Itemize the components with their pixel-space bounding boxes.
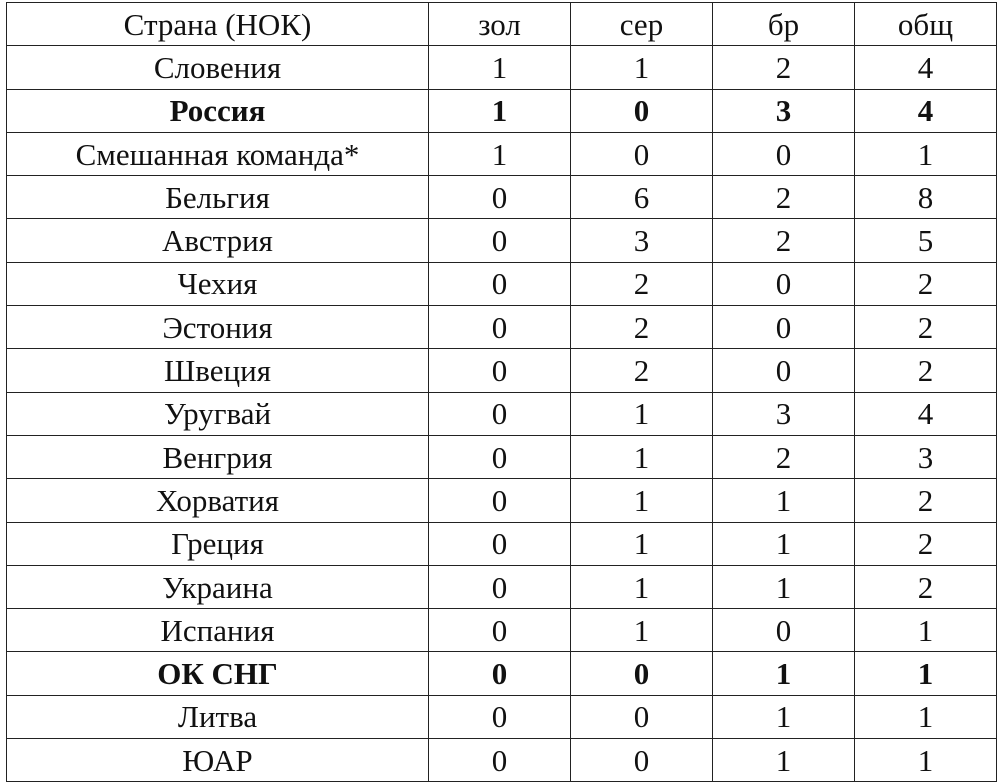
bronze-cell: 0 [713,132,855,175]
country-cell: Хорватия [7,479,429,522]
country-cell: ЮАР [7,739,429,782]
bronze-cell: 0 [713,306,855,349]
country-cell: Словения [7,46,429,89]
total-cell: 4 [855,46,997,89]
gold-cell: 1 [429,132,571,175]
header-bronze: бр [713,3,855,46]
total-cell: 2 [855,565,997,608]
country-cell: Испания [7,609,429,652]
bronze-cell: 0 [713,262,855,305]
silver-cell: 1 [571,392,713,435]
gold-cell: 0 [429,176,571,219]
bronze-cell: 2 [713,435,855,478]
country-cell: Бельгия [7,176,429,219]
gold-cell: 1 [429,89,571,132]
total-cell: 8 [855,176,997,219]
total-cell: 1 [855,652,997,695]
silver-cell: 3 [571,219,713,262]
table-row [7,739,997,782]
table-row [7,46,997,89]
table-row [7,392,997,435]
silver-cell: 2 [571,306,713,349]
gold-cell: 0 [429,609,571,652]
total-cell: 1 [855,609,997,652]
silver-cell: 1 [571,565,713,608]
header-silver: сер [571,3,713,46]
silver-cell: 1 [571,522,713,565]
table-row [7,522,997,565]
bronze-cell: 0 [713,349,855,392]
header-gold: зол [429,3,571,46]
table-row [7,176,997,219]
country-cell: Уругвай [7,392,429,435]
table-row [7,89,997,132]
gold-cell: 0 [429,565,571,608]
total-cell: 5 [855,219,997,262]
bronze-cell: 0 [713,609,855,652]
bronze-cell: 3 [713,89,855,132]
bronze-cell: 1 [713,565,855,608]
gold-cell: 0 [429,349,571,392]
total-cell: 1 [855,739,997,782]
gold-cell: 0 [429,262,571,305]
total-cell: 2 [855,349,997,392]
silver-cell: 1 [571,435,713,478]
silver-cell: 2 [571,262,713,305]
table-row [7,262,997,305]
gold-cell: 0 [429,652,571,695]
bronze-cell: 2 [713,176,855,219]
bronze-cell: 2 [713,219,855,262]
silver-cell: 0 [571,89,713,132]
table-row [7,349,997,392]
country-cell: Смешанная команда* [7,132,429,175]
bronze-cell: 2 [713,46,855,89]
total-cell: 3 [855,435,997,478]
table-row [7,609,997,652]
gold-cell: 0 [429,522,571,565]
gold-cell: 0 [429,479,571,522]
country-cell: Швеция [7,349,429,392]
country-cell: Чехия [7,262,429,305]
header-total: общ [855,3,997,46]
gold-cell: 1 [429,46,571,89]
silver-cell: 1 [571,46,713,89]
silver-cell: 1 [571,609,713,652]
country-cell: Украина [7,565,429,608]
table-row [7,565,997,608]
silver-cell: 0 [571,739,713,782]
bronze-cell: 1 [713,522,855,565]
medal-table-body [7,46,997,782]
silver-cell: 2 [571,349,713,392]
country-cell: ОК СНГ [7,652,429,695]
country-cell: Венгрия [7,435,429,478]
total-cell: 4 [855,392,997,435]
table-row [7,652,997,695]
bronze-cell: 3 [713,392,855,435]
bronze-cell: 1 [713,652,855,695]
country-cell: Греция [7,522,429,565]
bronze-cell: 1 [713,739,855,782]
table-row [7,479,997,522]
total-cell: 1 [855,132,997,175]
total-cell: 2 [855,479,997,522]
table-row [7,435,997,478]
silver-cell: 0 [571,652,713,695]
gold-cell: 0 [429,306,571,349]
table-row [7,219,997,262]
gold-cell: 0 [429,392,571,435]
country-cell: Россия [7,89,429,132]
country-cell: Австрия [7,219,429,262]
table-row [7,695,997,738]
gold-cell: 0 [429,739,571,782]
gold-cell: 0 [429,695,571,738]
silver-cell: 1 [571,479,713,522]
silver-cell: 0 [571,132,713,175]
table-row [7,306,997,349]
total-cell: 2 [855,262,997,305]
medal-table [6,2,997,782]
gold-cell: 0 [429,435,571,478]
gold-cell: 0 [429,219,571,262]
bronze-cell: 1 [713,479,855,522]
bronze-cell: 1 [713,695,855,738]
header-country: Страна (НОК) [7,3,429,46]
total-cell: 1 [855,695,997,738]
header-row [7,3,997,46]
country-cell: Литва [7,695,429,738]
total-cell: 4 [855,89,997,132]
country-cell: Эстония [7,306,429,349]
total-cell: 2 [855,522,997,565]
total-cell: 2 [855,306,997,349]
silver-cell: 6 [571,176,713,219]
table-row [7,132,997,175]
silver-cell: 0 [571,695,713,738]
